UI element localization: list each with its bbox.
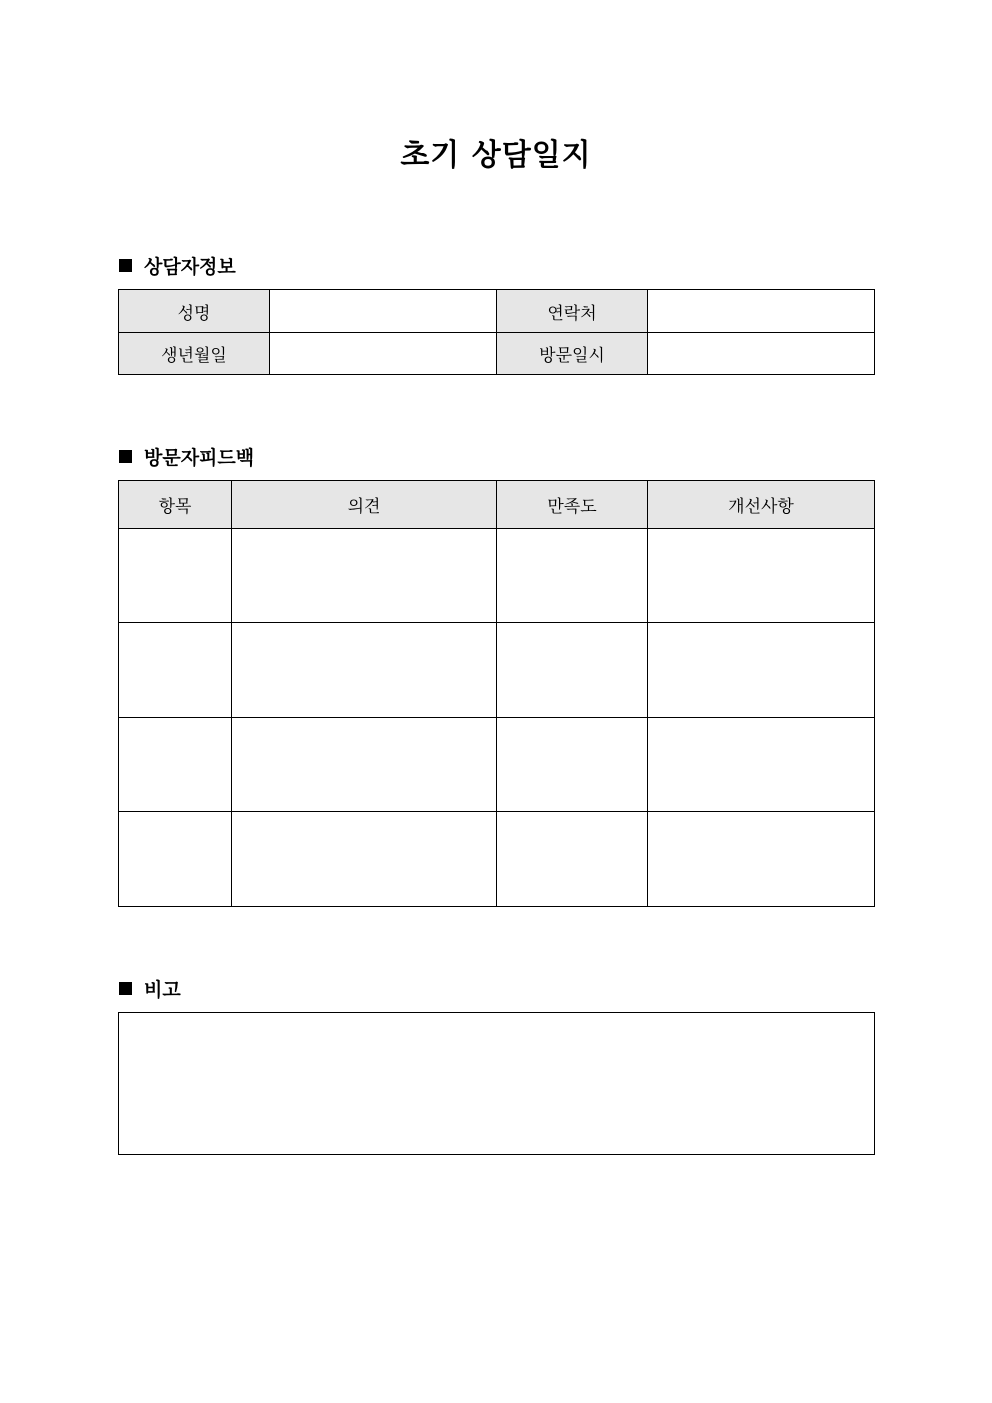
opinion-cell[interactable] <box>232 623 497 718</box>
contact-label: 연락처 <box>497 290 648 333</box>
opinion-cell[interactable] <box>232 812 497 907</box>
satisfaction-cell[interactable] <box>497 529 648 623</box>
table-row <box>119 812 875 907</box>
name-label: 성명 <box>119 290 270 333</box>
page-title: 초기 상담일지 <box>400 138 592 173</box>
satisfaction-cell[interactable] <box>497 718 648 812</box>
client-info-heading <box>119 253 236 277</box>
improvements-cell[interactable] <box>648 529 875 623</box>
table-row <box>119 529 875 623</box>
satisfaction-cell[interactable] <box>497 812 648 907</box>
remarks-box[interactable] <box>118 1012 875 1155</box>
opinion-cell[interactable] <box>232 718 497 812</box>
satisfaction-cell[interactable] <box>497 623 648 718</box>
feedback-heading <box>119 444 254 468</box>
column-header-satisfaction: 만족도 <box>497 481 648 529</box>
birthdate-label: 생년월일 <box>119 333 270 375</box>
improvements-cell[interactable] <box>648 718 875 812</box>
item-cell[interactable] <box>119 529 232 623</box>
column-header-item: 항목 <box>119 481 232 529</box>
birthdate-field[interactable] <box>270 333 497 375</box>
item-cell[interactable] <box>119 623 232 718</box>
table-header-row <box>119 481 875 529</box>
item-cell[interactable] <box>119 812 232 907</box>
table-row <box>119 623 875 718</box>
feedback-table <box>118 480 875 907</box>
name-field[interactable] <box>270 290 497 333</box>
table-row <box>119 333 875 375</box>
remarks-heading <box>119 976 181 1000</box>
improvements-cell[interactable] <box>648 623 875 718</box>
client-info-table <box>118 289 875 375</box>
table-row <box>119 290 875 333</box>
square-bullet-icon <box>119 982 132 995</box>
column-header-improvements: 개선사항 <box>648 481 875 529</box>
improvements-cell[interactable] <box>648 812 875 907</box>
square-bullet-icon <box>119 450 132 463</box>
client-info-heading-label: 상담자정보 <box>144 255 236 278</box>
visit-datetime-label: 방문일시 <box>497 333 648 375</box>
contact-field[interactable] <box>648 290 875 333</box>
square-bullet-icon <box>119 259 132 272</box>
remarks-heading-label: 비고 <box>144 978 181 1001</box>
feedback-heading-label: 방문자피드백 <box>144 446 255 469</box>
table-row <box>119 718 875 812</box>
opinion-cell[interactable] <box>232 529 497 623</box>
visit-datetime-field[interactable] <box>648 333 875 375</box>
column-header-opinion: 의견 <box>232 481 497 529</box>
item-cell[interactable] <box>119 718 232 812</box>
